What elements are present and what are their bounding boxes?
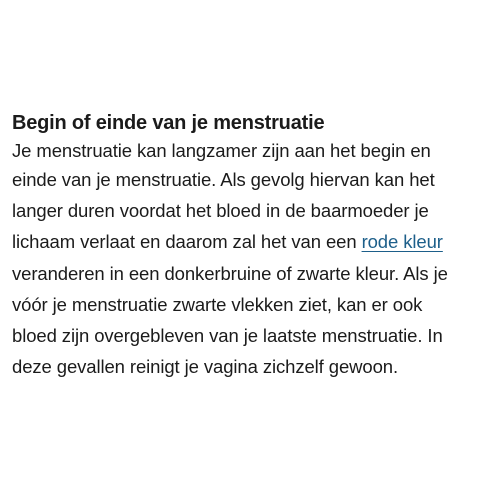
- article-section: [12, 111, 490, 382]
- rode-kleur-link[interactable]: rode kleur: [361, 231, 443, 253]
- paragraph-line-3: langer duren voordat het bloed in de baarmoeder je: [12, 200, 429, 222]
- paragraph-line-5: veranderen in een donkerbruine of zwarte kleur. Als je: [12, 262, 448, 284]
- paragraph-line-1: Je menstruatie kan langzamer zijn aan het begin en: [12, 140, 431, 161]
- paragraph-line-4-text: lichaam verlaat en daarom zal het van een: [12, 231, 362, 253]
- article-paragraph: [12, 138, 490, 382]
- paragraph-line-6: vóór je menstruatie zwarte vlekken ziet, kan er ook: [12, 293, 423, 315]
- section-heading: Begin of einde van je menstruatie: [12, 112, 325, 134]
- paragraph-line-8: deze gevallen reinigt je vagina zichzelf gewoon.: [12, 356, 399, 378]
- paragraph-line-2: einde van je menstruatie. Als gevolg hiervan kan het: [12, 169, 435, 190]
- paragraph-line-7: bloed zijn overgebleven van je laatste menstruatie. In: [12, 325, 443, 347]
- paragraph-line-4: [12, 226, 490, 257]
